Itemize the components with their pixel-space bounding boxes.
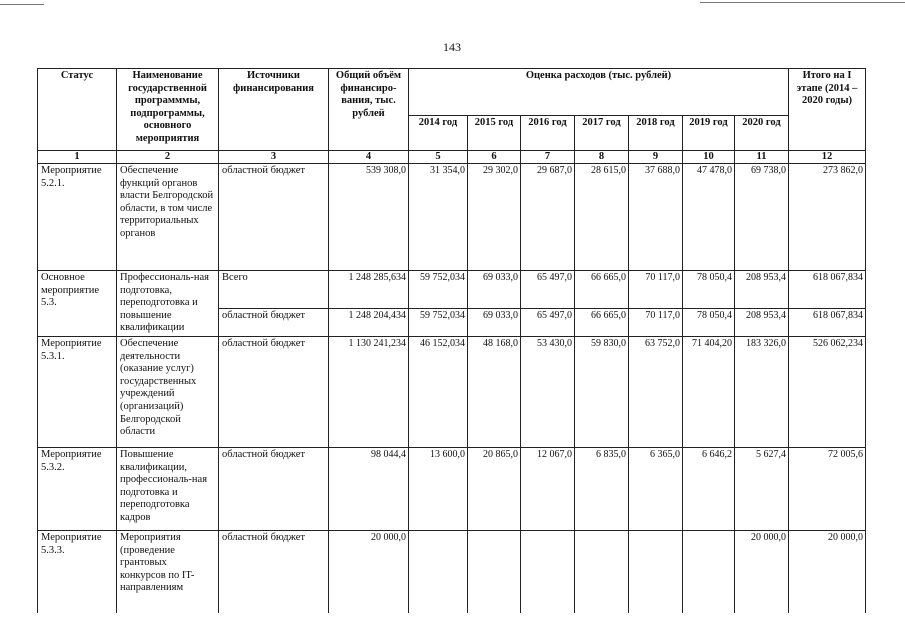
row-stage-total: 618 067,834	[789, 309, 866, 337]
row-stage-total: 526 062,234	[789, 337, 866, 448]
row-name: Повышение квалификации, профессиональ-ная подготовка и переподготовка кадров	[117, 448, 219, 531]
header-year-2019: 2019 год	[683, 116, 735, 151]
row-source: областной бюджет	[219, 448, 329, 531]
row-year-2015: 48 168,0	[468, 337, 521, 448]
column-number: 1	[38, 151, 117, 164]
table-row	[38, 448, 866, 531]
column-number: 8	[575, 151, 629, 164]
column-number: 7	[521, 151, 575, 164]
row-year-2020: 20 000,0	[735, 531, 789, 613]
column-number: 3	[219, 151, 329, 164]
row-year-2018: 70 117,0	[629, 271, 683, 309]
row-year-2017	[575, 531, 629, 613]
header-name: Наименование государственной программмы, подпрограммы, основного мероприятия	[117, 69, 219, 151]
header-status: Статус	[38, 69, 117, 151]
column-number: 6	[468, 151, 521, 164]
row-year-2020: 5 627,4	[735, 448, 789, 531]
scan-edge-top-right	[700, 2, 905, 3]
row-name: Обеспечение деятельности (оказание услуг) государственных учреждений (организаций) Белгородской области	[117, 337, 219, 448]
row-year-2016	[521, 531, 575, 613]
header-year-2016: 2016 год	[521, 116, 575, 151]
row-year-2014: 46 152,034	[409, 337, 468, 448]
header-year-2015: 2015 год	[468, 116, 521, 151]
header-year-2014: 2014 год	[409, 116, 468, 151]
row-year-2019: 47 478,0	[683, 164, 735, 271]
column-number: 4	[329, 151, 409, 164]
scan-edge-top-left	[0, 4, 44, 5]
column-number: 5	[409, 151, 468, 164]
header-total: Общий объём финансиро-вания, тыс. рублей	[329, 69, 409, 151]
row-year-2018: 6 365,0	[629, 448, 683, 531]
row-year-2015: 29 302,0	[468, 164, 521, 271]
row-source: областной бюджет	[219, 337, 329, 448]
header-year-2020: 2020 год	[735, 116, 789, 151]
row-year-2017: 6 835,0	[575, 448, 629, 531]
header-estimate: Оценка расходов (тыс. рублей)	[409, 69, 789, 116]
row-status: Мероприятие 5.3.2.	[38, 448, 117, 531]
row-total: 1 130 241,234	[329, 337, 409, 448]
row-year-2020: 208 953,4	[735, 309, 789, 337]
row-status: Основное мероприятие 5.3.	[38, 271, 117, 337]
header-year-2017: 2017 год	[575, 116, 629, 151]
row-year-2018: 37 688,0	[629, 164, 683, 271]
row-year-2019: 78 050,4	[683, 309, 735, 337]
row-stage-total: 72 005,6	[789, 448, 866, 531]
row-year-2018	[629, 531, 683, 613]
column-number: 11	[735, 151, 789, 164]
row-year-2016: 65 497,0	[521, 309, 575, 337]
row-year-2015: 69 033,0	[468, 271, 521, 309]
row-year-2014: 31 354,0	[409, 164, 468, 271]
column-number: 2	[117, 151, 219, 164]
table-row	[38, 531, 866, 613]
row-year-2017: 66 665,0	[575, 309, 629, 337]
row-name: Обеспечение функций органов власти Белгородской области, в том числе территориальных органов	[117, 164, 219, 271]
expenditure-table	[37, 68, 866, 613]
row-year-2017: 59 830,0	[575, 337, 629, 448]
header-sources: Источники финансирования	[219, 69, 329, 151]
header-stage-total: Итого на I этапе (2014 – 2020 годы)	[789, 69, 866, 151]
row-source: областной бюджет	[219, 164, 329, 271]
row-year-2018: 70 117,0	[629, 309, 683, 337]
row-year-2018: 63 752,0	[629, 337, 683, 448]
row-year-2014: 59 752,034	[409, 271, 468, 309]
header-year-2018: 2018 год	[629, 116, 683, 151]
row-year-2016: 53 430,0	[521, 337, 575, 448]
row-year-2019: 78 050,4	[683, 271, 735, 309]
row-total: 539 308,0	[329, 164, 409, 271]
row-name: Мероприятия (проведение грантовых конкурсов по IT-направлениям	[117, 531, 219, 613]
row-year-2015: 20 865,0	[468, 448, 521, 531]
column-number: 10	[683, 151, 735, 164]
row-year-2019: 71 404,20	[683, 337, 735, 448]
row-total: 20 000,0	[329, 531, 409, 613]
row-name: Профессиональ-ная подготовка, переподготовка и повышение квалификации	[117, 271, 219, 337]
row-total: 1 248 204,434	[329, 309, 409, 337]
row-year-2015: 69 033,0	[468, 309, 521, 337]
row-stage-total: 20 000,0	[789, 531, 866, 613]
row-year-2019	[683, 531, 735, 613]
row-year-2016: 65 497,0	[521, 271, 575, 309]
table-row	[38, 164, 866, 271]
row-year-2014	[409, 531, 468, 613]
row-year-2016: 12 067,0	[521, 448, 575, 531]
row-year-2014: 13 600,0	[409, 448, 468, 531]
row-source: областной бюджет	[219, 309, 329, 337]
row-source: Всего	[219, 271, 329, 309]
row-year-2017: 66 665,0	[575, 271, 629, 309]
row-year-2015	[468, 531, 521, 613]
row-total: 1 248 285,634	[329, 271, 409, 309]
row-stage-total: 273 862,0	[789, 164, 866, 271]
column-number: 9	[629, 151, 683, 164]
table-row	[38, 337, 866, 448]
row-year-2020: 208 953,4	[735, 271, 789, 309]
row-status: Мероприятие 5.2.1.	[38, 164, 117, 271]
page-number: 143	[443, 40, 461, 54]
row-stage-total: 618 067,834	[789, 271, 866, 309]
row-year-2019: 6 646,2	[683, 448, 735, 531]
row-status: Мероприятие 5.3.3.	[38, 531, 117, 613]
row-year-2014: 59 752,034	[409, 309, 468, 337]
row-total: 98 044,4	[329, 448, 409, 531]
table-row	[38, 271, 866, 309]
row-status: Мероприятие 5.3.1.	[38, 337, 117, 448]
row-year-2016: 29 687,0	[521, 164, 575, 271]
row-year-2020: 69 738,0	[735, 164, 789, 271]
row-year-2020: 183 326,0	[735, 337, 789, 448]
column-number: 12	[789, 151, 866, 164]
row-source: областной бюджет	[219, 531, 329, 613]
row-year-2017: 28 615,0	[575, 164, 629, 271]
